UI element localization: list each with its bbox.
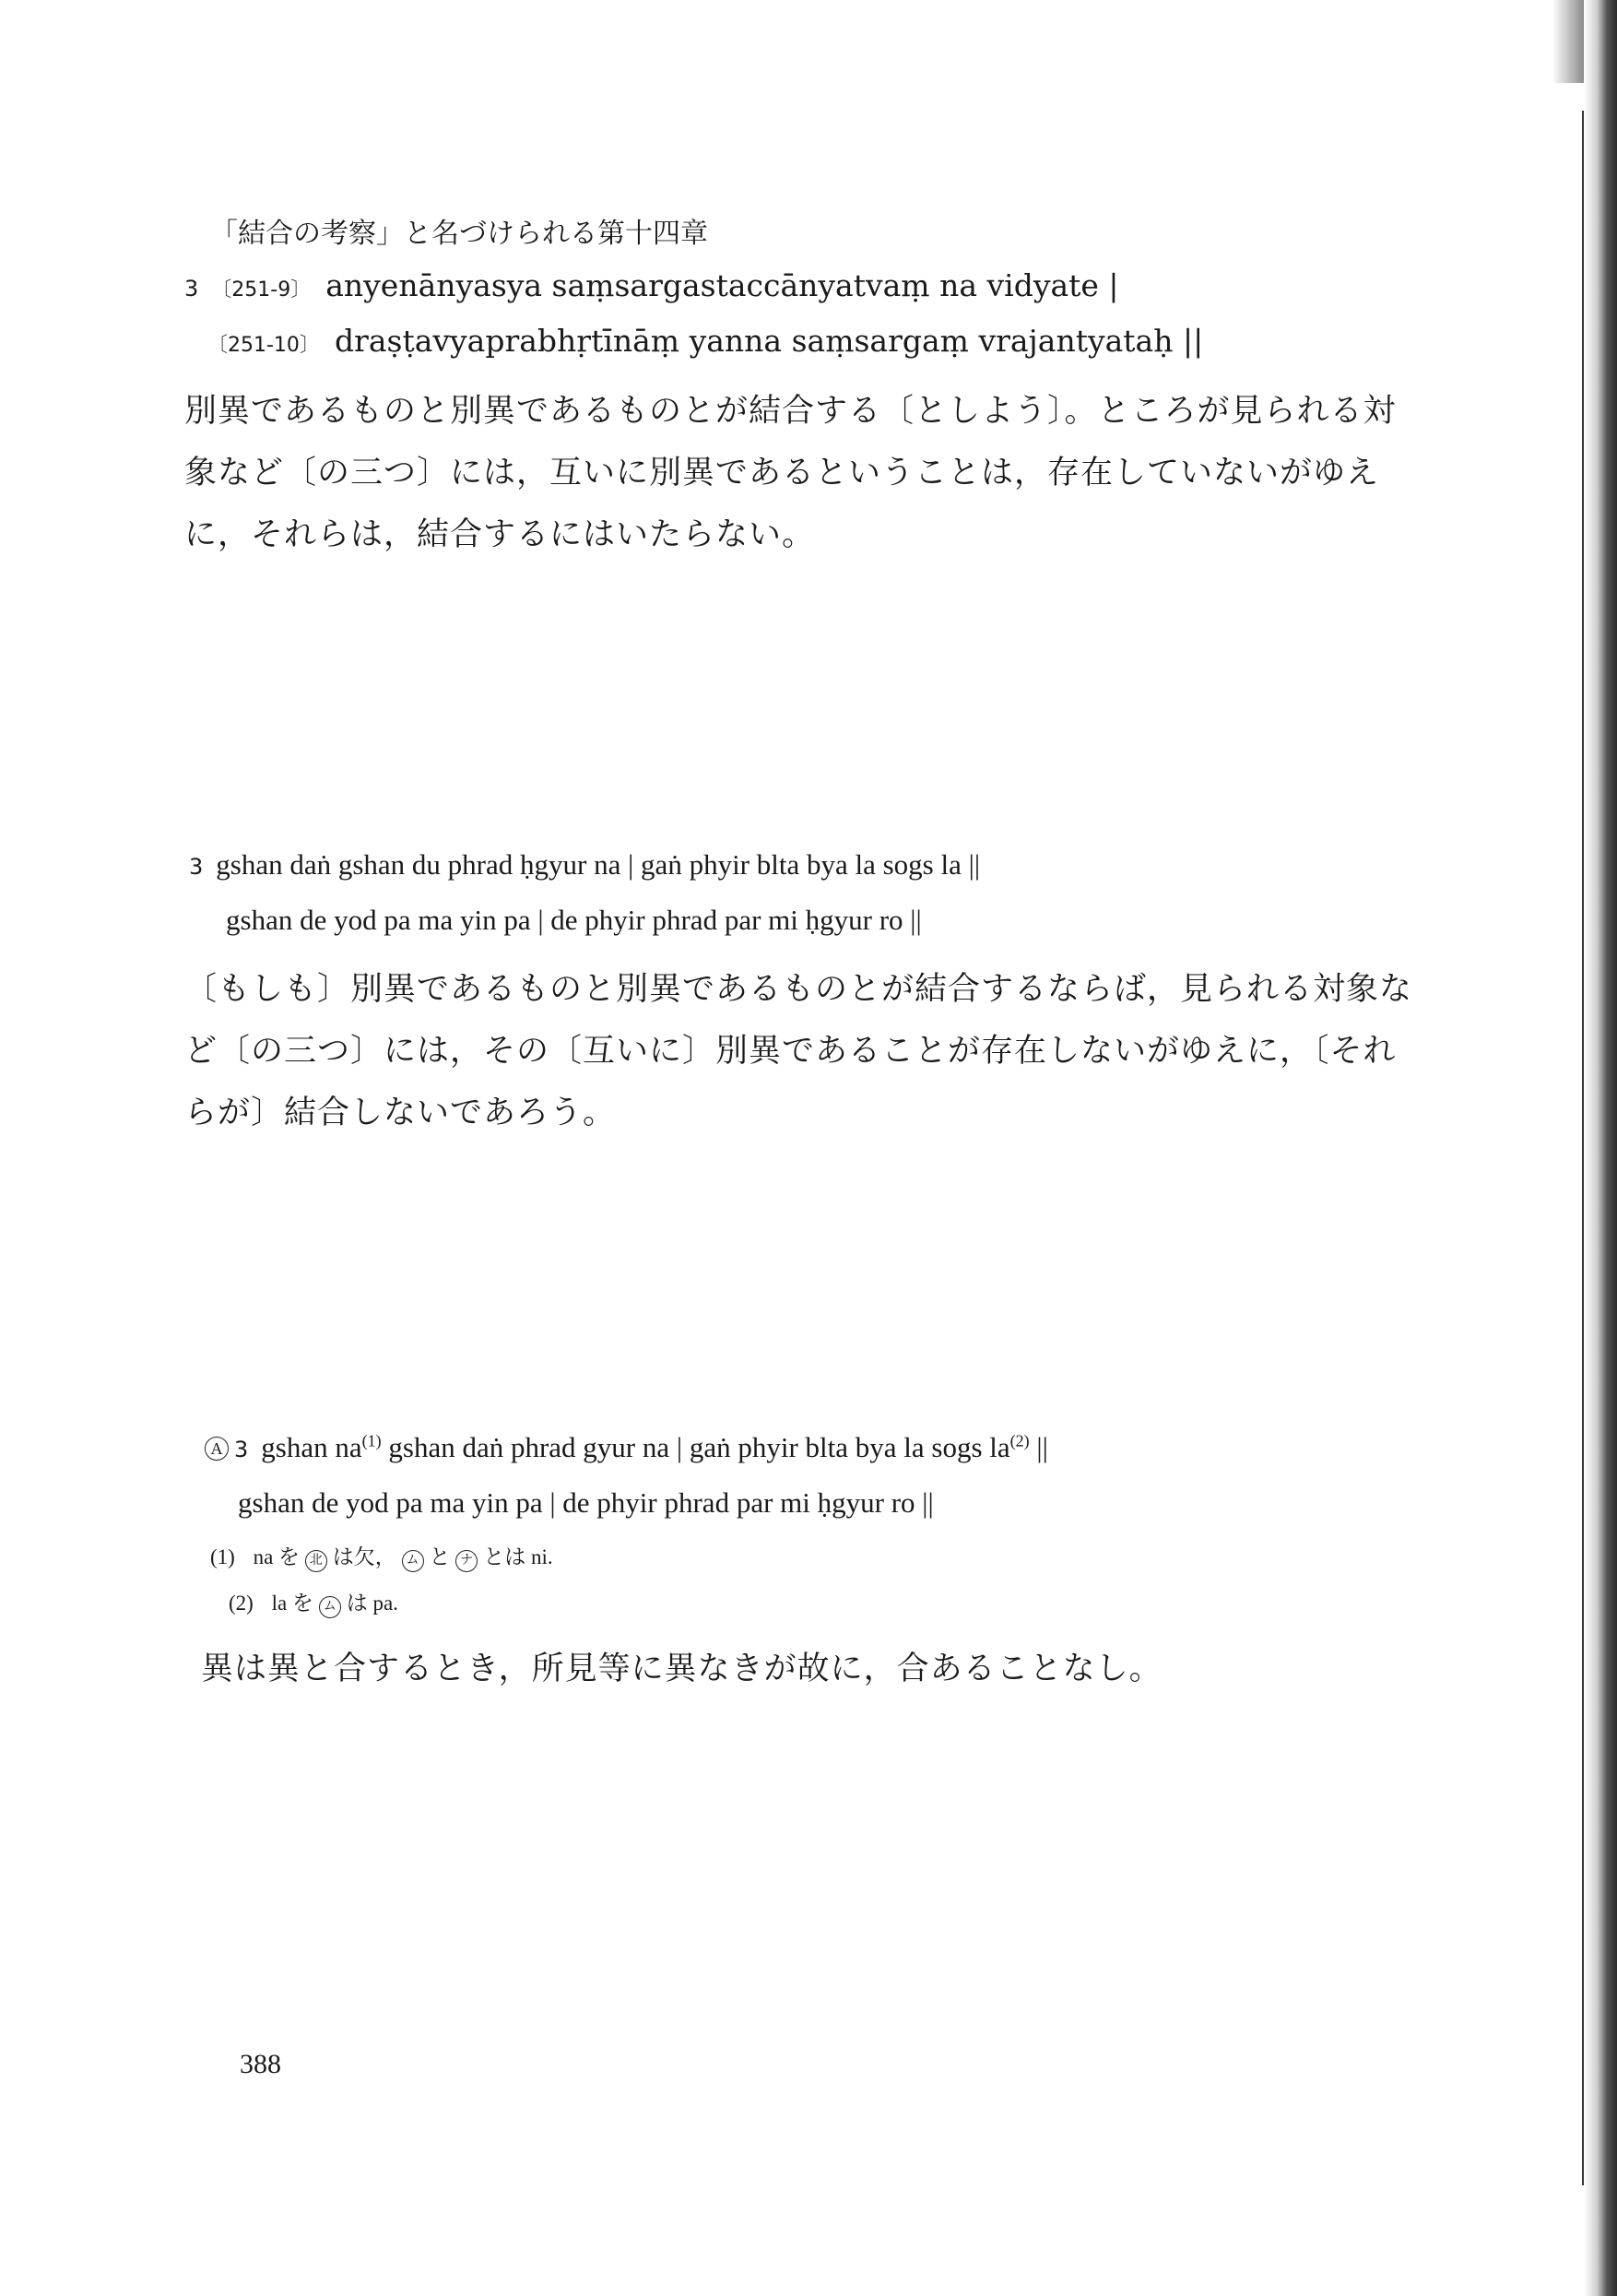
variant-sup-1: (1) <box>361 1431 382 1450</box>
footnote-2-label: (2) <box>229 1592 254 1615</box>
variant-verse-number: 3 <box>234 1437 249 1462</box>
footnote-1-b: は欠， <box>332 1545 396 1568</box>
tibetan-text-1: gshan daṅ gshan du phrad ḥgyur na | gaṅ phyir blta bya la sogs la || <box>216 848 981 881</box>
footnote-1-mark-3: ナ <box>455 1550 478 1572</box>
footnote-2-a: la を <box>271 1592 313 1615</box>
footnote-1-mark-2: ム <box>402 1550 424 1572</box>
sanskrit-translation-3: に，それらは，結合するにはいたらない。 <box>184 516 816 553</box>
margin-rule <box>1582 111 1584 2185</box>
tibetan-line-2: gshan de yod pa ma yin pa | de phyir phrad par mi ḥgyur ro || <box>226 904 922 936</box>
footnote-1-label: (1) <box>210 1545 235 1568</box>
sanskrit-line-2 <box>207 323 1203 359</box>
variant-line-2: gshan de yod pa ma yin pa | de phyir phrad par mi ḥgyur ro || <box>238 1486 934 1519</box>
verse-ref-2: 〔251-10〕 <box>207 334 320 357</box>
binding-shadow <box>1584 0 1617 2296</box>
tibetan-verse-number: 3 <box>189 854 204 880</box>
tibetan-translation-2: ど〔の三つ〕には，その〔互いに〕別異であることが存在しないがゆえに，〔それ <box>184 1033 1397 1070</box>
footnote-2-mark-1: ム <box>319 1596 341 1618</box>
sanskrit-text-2: draṣṭavyaprabhṛtīnāṃ yanna saṃsargaṃ vrajantyataḥ || <box>334 323 1204 359</box>
footnote-1-a: na を <box>253 1545 301 1568</box>
tibetan-line-1 <box>189 848 980 882</box>
verse-ref-1: 〔251-9〕 <box>211 278 312 302</box>
sanskrit-translation-1: 別異であるものと別異であるものとが結合する〔としよう〕。ところが見られる対 <box>184 393 1397 430</box>
sanskrit-translation-2: 象など〔の三つ〕には，互いに別異であるということは，存在していないがゆえ <box>184 455 1380 491</box>
variant-mark: A <box>205 1437 229 1461</box>
variant-text-1b: gshan daṅ phrad gyur na | gaṅ phyir blta bya la sogs la <box>381 1431 1010 1463</box>
variant-sup-2: (2) <box>1009 1431 1030 1450</box>
footnote-1 <box>210 1540 553 1572</box>
verse-number: 3 <box>184 276 199 302</box>
variant-translation: 異は異と合するとき，所見等に異なきが故に，合あることなし。 <box>201 1651 1163 1687</box>
variant-text-1c: || <box>1029 1431 1048 1463</box>
page-number: 388 <box>240 2049 281 2079</box>
chapter-header: 「結合の考察」と名づけられる第十四章 <box>210 218 708 250</box>
tibetan-translation-1: 〔もしも〕別異であるものと別異であるものとが結合するならば，見られる対象な <box>184 971 1413 1008</box>
sanskrit-text-1: anyenānyasya saṃsargastaccānyatvaṃ na vidyate | <box>325 267 1119 303</box>
variant-line-1 <box>205 1431 1048 1464</box>
footnote-1-d: とは ni. <box>483 1545 553 1568</box>
footnote-2 <box>229 1586 398 1618</box>
footnote-2-b: は pa. <box>346 1592 398 1615</box>
variant-text-1a: gshan na <box>261 1431 362 1463</box>
tibetan-translation-3: らが〕結合しないであろう。 <box>184 1095 617 1131</box>
sanskrit-line-1 <box>184 267 1119 303</box>
footnote-1-c: と <box>429 1545 451 1568</box>
footnote-1-mark-1: 北 <box>305 1550 327 1572</box>
